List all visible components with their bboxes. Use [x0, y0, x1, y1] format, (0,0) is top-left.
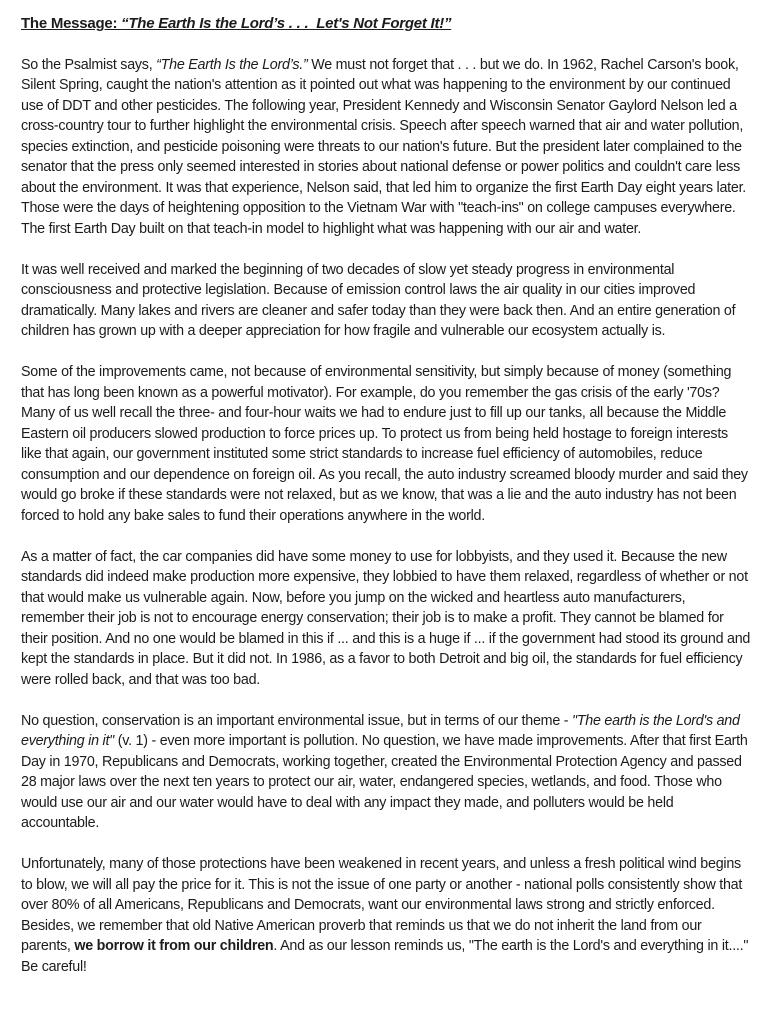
text-run: It was well received and marked the beginning of two decades of slow yet steady progress in environmental consciousness and protective legislation. Because of emission control laws the air quality in our cities improved dramatically. Many lakes and rivers are cleaner and safer today than they were back then. And an entire generation of children has grown up with a deeper appreciation for how fragile and vulnerable our ecosystem actually is.	[21, 261, 736, 339]
paragraph-protections-weakened-conclusion	[21, 854, 752, 977]
text-run: "The earth is the Lord's and everything in it"	[21, 712, 740, 749]
text-run: . And as our lesson reminds us, "The earth is the Lord's and everything in it...." Be careful!	[21, 938, 749, 975]
text-run: The Message:	[21, 15, 122, 32]
document-title	[21, 14, 752, 35]
paragraph-improvements-money-gas-crisis	[21, 362, 752, 526]
paragraph-well-received-progress	[21, 260, 752, 342]
text-run: (v. 1) - even more important is pollution. No question, we have made improvements. After that first Earth Day in 1970, Republicans and Democrats, working together, created the Environmental Protection Agency and passed 28 major laws over the next ten years to protect our air, water, endangered species, wetlands, and food. Those who would use our air and our water would have to deal with any impact they made, and polluters would be held accountable.	[21, 733, 748, 831]
text-run: As a matter of fact, the car companies did have some money to use for lobbyists, and they used it. Because the new standards did indeed make production more expensive, they lobbied to have them relaxed, regardless of whether or not that would make us vulnerable again. Now, before you jump on the wicked and heartless auto manufacturers, remember their job is not to encourage energy conservation; their job is to make a profit. They cannot be blamed for their position. And no one would be blamed in this if ... and this is a huge if ... if the government had stood its ground and kept the standards in place. But it did not. In 1986, as a favor to both Detroit and big oil, the standards for fuel efficiency were rolled back, and that was too bad.	[21, 548, 751, 688]
text-run: No question, conservation is an important environmental issue, but in terms of our theme -	[21, 712, 572, 729]
paragraph-pollution-epa-laws	[21, 711, 752, 834]
text-run: Some of the improvements came, not because of environmental sensitivity, but simply because of money (something that has long been known as a powerful motivator). For example, do you remember the gas crisis of the early '70s? Many of us well recall the three- and four-hour waits we had to endure just to fill up our tanks, all because the Middle Eastern oil producers slowed production to force prices up. To protect us from being held hostage to foreign interests like that again, our government instituted some strict standards to increase fuel efficiency of automobiles, reduce consumption and our dependence on foreign oil. As you recall, the auto industry screamed bloody murder and said they would go broke if these standards were not relaxed, but as we know, that was a lie and the auto industry has not been forced to hold any bake sales to fund their operations anywhere in the world.	[21, 364, 748, 524]
text-run: So the Psalmist says,	[21, 56, 157, 73]
text-run: we borrow it from our children	[74, 938, 274, 954]
paragraph-car-companies-lobbyists	[21, 547, 752, 691]
text-run: We must not forget that . . . but we do. In 1962, Rachel Carson's book, Silent Spring, caught the nation's attention as it pointed out what was happening to the environment by our continued use of DDT and other pesticides. The following year, President Kennedy and Wisconsin Senator Gaylord Nelson led a cross-country tour to further highlight the environmental crisis. Speech after speech warned that air and water pollution, species extinction, and pesticide poisoning were threats to our nation's future. But the president later complained to the senator that the press only seemed interested in stories about national defense or power politics and couldn't care less about the environment. It was that experience, Nelson said, that led him to organize the first Earth Day eight years later. Those were the days of heightening opposition to the Vietnam War with "teach-ins" on college campuses everywhere. The first Earth Day built on that teach-in model to highlight what was happening with our air and water.	[21, 56, 747, 237]
text-run: “The Earth Is the Lord’s.”	[156, 56, 308, 73]
text-run: “The Earth Is the Lord’s . . . Let's Not Forget It!”	[121, 15, 452, 32]
paragraph-psalmist-earth-day	[21, 55, 752, 240]
text-run: Unfortunately, many of those protections have been weakened in recent years, and unless a fresh political wind begins to blow, we will all pay the price for it. This is not the issue of one party or another - national polls consistently show that over 80% of all Americans, Republicans and Democrats, want our environmental laws strong and strictly enforced. Besides, we remember that old Native American proverb that reminds us that we do not inherit the land from our parents,	[21, 856, 743, 954]
